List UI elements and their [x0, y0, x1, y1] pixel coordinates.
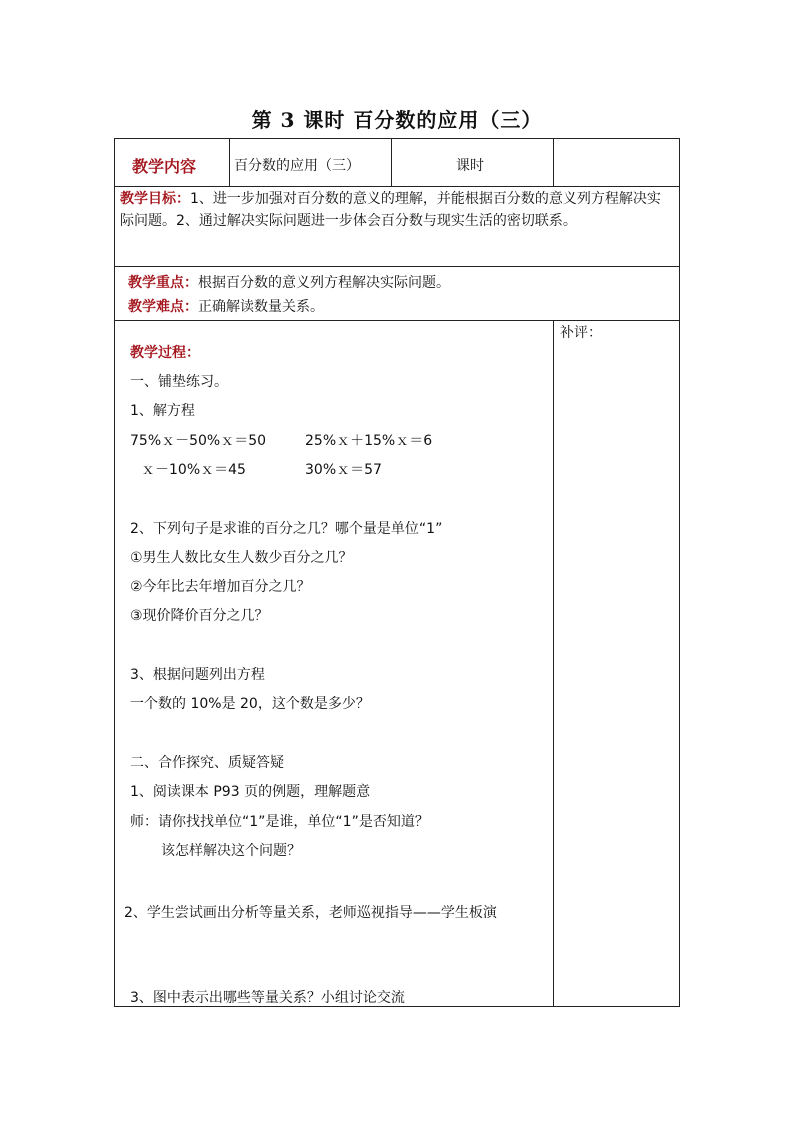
comment-label: 补评： [560, 325, 602, 341]
objectives-text: 1、进一步加强对百分数的意义的理解，并能根据百分数的意义列方程解决实际问题。2、通过解决实际问题进一步体会百分数与现实生活的密切联系。 [120, 191, 661, 229]
key-point-label: 教学重点： [128, 275, 198, 291]
process-label: 教学过程： [130, 345, 200, 361]
section-2: 二、合作探究、质疑答疑 [130, 755, 284, 771]
section-2-3: 3、图中表示出哪些等量关系？小组讨论交流 [130, 990, 405, 1006]
section-1-1: 1、解方程 [130, 403, 195, 419]
header-row [114, 138, 680, 187]
difficulty-label: 教学难点： [128, 299, 198, 315]
section-1: 一、铺垫练习。 [130, 374, 228, 390]
equation-3: ｘ－10%ｘ＝45 [141, 462, 246, 478]
teacher-line-1: 师：请你找找单位“1”是谁，单位“1”是否知道？ [130, 814, 429, 830]
difficulty-text: 正确解读数量关系。 [198, 299, 324, 315]
divider [553, 138, 554, 187]
difficulty [128, 296, 324, 316]
teacher-line-2: 该怎样解决这个问题？ [161, 843, 301, 859]
divider [391, 138, 392, 187]
divider [553, 320, 554, 1007]
equation-4: 30%ｘ＝57 [305, 462, 382, 478]
section-1-3: 3、根据问题列出方程 [130, 667, 265, 683]
question-1: ①男生人数比女生人数少百分之几？ [130, 550, 353, 566]
equation-1: 75%ｘ－50%ｘ＝50 [130, 433, 267, 449]
section-2-2: 2、学生尝试画出分析等量关系，老师巡视指导——学生板演 [124, 905, 497, 921]
period-label: 课时 [456, 158, 484, 174]
question-4: 一个数的 10%是 20，这个数是多少？ [130, 696, 370, 712]
content-value: 百分数的应用（三） [234, 158, 360, 174]
divider [229, 138, 230, 187]
section-1-2: 2、下列句子是求谁的百分之几？哪个量是单位“1” [130, 521, 443, 537]
key-point [128, 272, 450, 292]
key-point-text: 根据百分数的意义列方程解决实际问题。 [198, 275, 450, 291]
objectives [120, 188, 672, 232]
question-2: ②今年比去年增加百分之几？ [130, 579, 311, 595]
content-label: 教学内容 [132, 157, 197, 176]
section-2-1: 1、阅读课本 P93 页的例题，理解题意 [130, 784, 371, 800]
page-title: 第 3 课时 百分数的应用（三） [251, 108, 543, 132]
question-3: ③现价降价百分之几？ [130, 608, 269, 624]
objectives-label: 教学目标： [120, 191, 190, 207]
equation-2: 25%ｘ＋15%ｘ＝6 [305, 433, 433, 449]
